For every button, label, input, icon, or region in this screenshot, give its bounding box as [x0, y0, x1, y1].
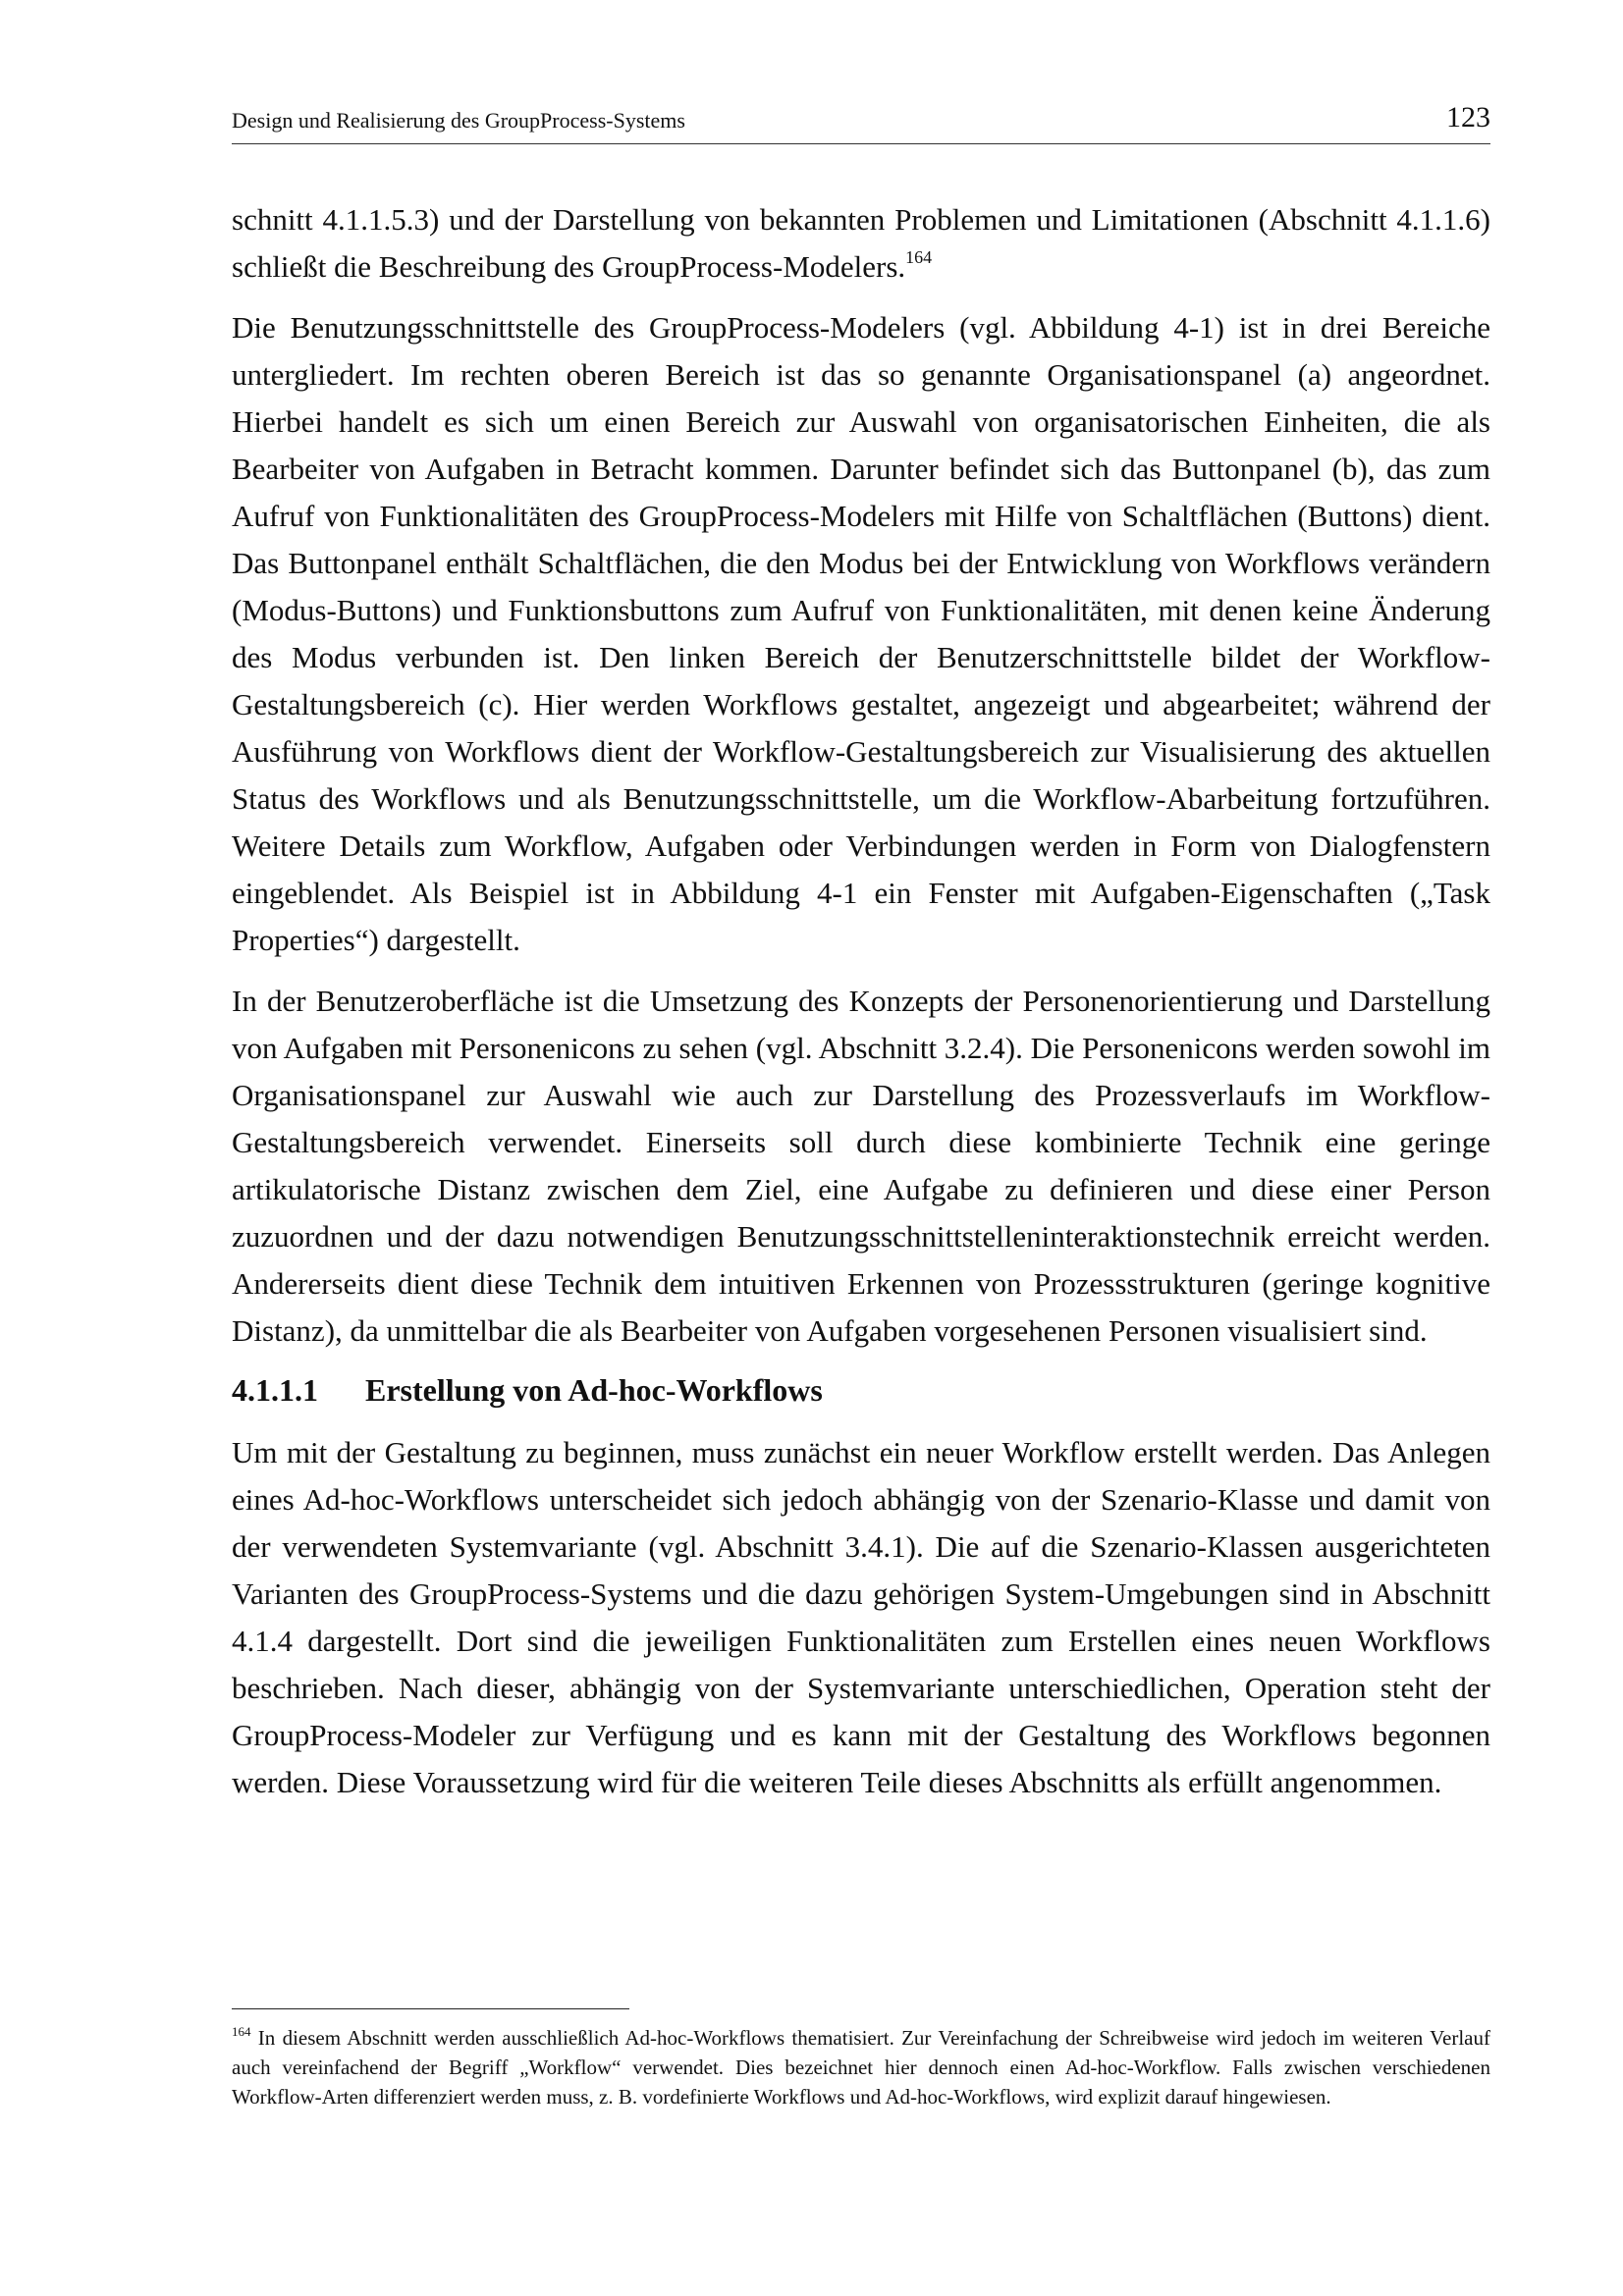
footnote	[232, 2023, 1490, 2111]
footnote-reference: 164	[905, 247, 933, 267]
footnote-number: 164	[232, 2024, 251, 2039]
paragraph-1-text: schnitt 4.1.1.5.3) und der Darstellung von bekannten Problemen und Limitationen (Abschnitt 4.1.1.6) schließt die Beschreibung des GroupProcess-Modelers.	[232, 202, 1490, 284]
section-title: Erstellung von Ad-hoc-Workflows	[365, 1372, 823, 1408]
paragraph-2: Die Benutzungsschnittstelle des GroupProcess-Modelers (vgl. Abbildung 4-1) ist in drei Bereiche untergliedert. Im rechten oberen Bereich ist das so genannte Organisationspanel (a) angeordnet. Hierbei handelt es sich um einen Bereich zur Auswahl von organisatorischen Einheiten, die als Bearbeiter von Aufgaben in Betracht kommen. Darunter befindet sich das Buttonpanel (b), das zum Aufruf von Funktionalitäten des GroupProcess-Modelers mit Hilfe von Schaltflächen (Buttons) dient. Das Buttonpanel enthält Schaltflächen, die den Modus bei der Entwicklung von Workflows verändern (Modus-Buttons) und Funktionsbuttons zum Aufruf von Funktionalitäten, mit denen keine Änderung des Modus verbunden ist. Den linken Bereich der Benutzerschnittstelle bildet der Workflow-Gestaltungsbereich (c). Hier werden Workflows gestaltet, angezeigt und abgearbeitet; während der Ausführung von Workflows dient der Workflow-Gestaltungsbereich zur Visualisierung des aktuellen Status des Workflows und als Benutzungsschnittstelle, um die Workflow-Abarbeitung fortzuführen. Weitere Details zum Workflow, Aufgaben oder Verbindungen werden in Form von Dialogfenstern eingeblendet. Als Beispiel ist in Abbildung 4-1 ein Fenster mit Aufgaben-Eigenschaften („Task Properties“) dargestellt.	[232, 310, 1490, 957]
running-header	[232, 102, 1490, 144]
paragraph-3: In der Benutzeroberfläche ist die Umsetzung des Konzepts der Personenorientierung und Darstellung von Aufgaben mit Personenicons zu sehen (vgl. Abschnitt 3.2.4). Die Personenicons werden sowohl im Organisationspanel zur Auswahl wie auch zur Darstellung des Prozessverlaufs im Workflow-Gestaltungsbereich verwendet. Einerseits soll durch diese kombinierte Technik eine geringe artikulatorische Distanz zwischen dem Ziel, eine Aufgabe zu definieren und diese einer Person zuzuordnen und der dazu notwendigen Benutzungsschnittstelleninteraktionstechnik erreicht werden. Andererseits dient diese Technik dem intuitiven Erkennen von Prozessstrukturen (geringe kognitive Distanz), da unmittelbar die als Bearbeiter von Aufgaben vorgesehenen Personen visualisiert sind.	[232, 984, 1490, 1348]
main-text	[232, 196, 1490, 1820]
paragraph-4: Um mit der Gestaltung zu beginnen, muss zunächst ein neuer Workflow erstellt werden. Das Anlegen eines Ad-hoc-Workflows unterscheidet sich jedoch abhängig von der Szenario-Klasse und damit von der verwendeten Systemvariante (vgl. Abschnitt 3.4.1). Die auf die Szenario-Klassen ausgerichteten Varianten des GroupProcess-Systems und die dazu gehörigen System-Umgebungen sind in Abschnitt 4.1.4 dargestellt. Dort sind die jeweiligen Funktionalitäten zum Erstellen eines neuen Workflows beschrieben. Nach dieser, abhängig von der Systemvariante unterschiedlichen, Operation steht der GroupProcess-Modeler zur Verfügung und es kann mit der Gestaltung des Workflows begonnen werden. Diese Voraussetzung wird für die weiteren Teile dieses Abschnitts als erfüllt angenommen.	[232, 1435, 1490, 1799]
section-number: 4.1.1.1	[232, 1372, 318, 1408]
running-header-title: Design und Realisierung des GroupProcess-Systems	[232, 108, 685, 133]
paragraph-1	[232, 196, 1490, 291]
section-heading	[232, 1368, 1490, 1412]
page-number: 123	[1446, 101, 1490, 133]
footnote-text: In diesem Abschnitt werden ausschließlich Ad-hoc-Workflows thematisiert. Zur Vereinfachung der Schreibweise wird jedoch im weiteren Verlauf auch vereinfachend der Begriff „Workflow“ verwendet. Dies bezeichnet hier dennoch einen Ad-hoc-Workflow. Falls zwischen verschiedenen Workflow-Arten differenziert werden muss, z. B. vordefinierte Workflows und Ad-hoc-Workflows, wird explizit darauf hingewiesen.	[232, 2026, 1490, 2109]
footnote-divider	[232, 2008, 629, 2009]
